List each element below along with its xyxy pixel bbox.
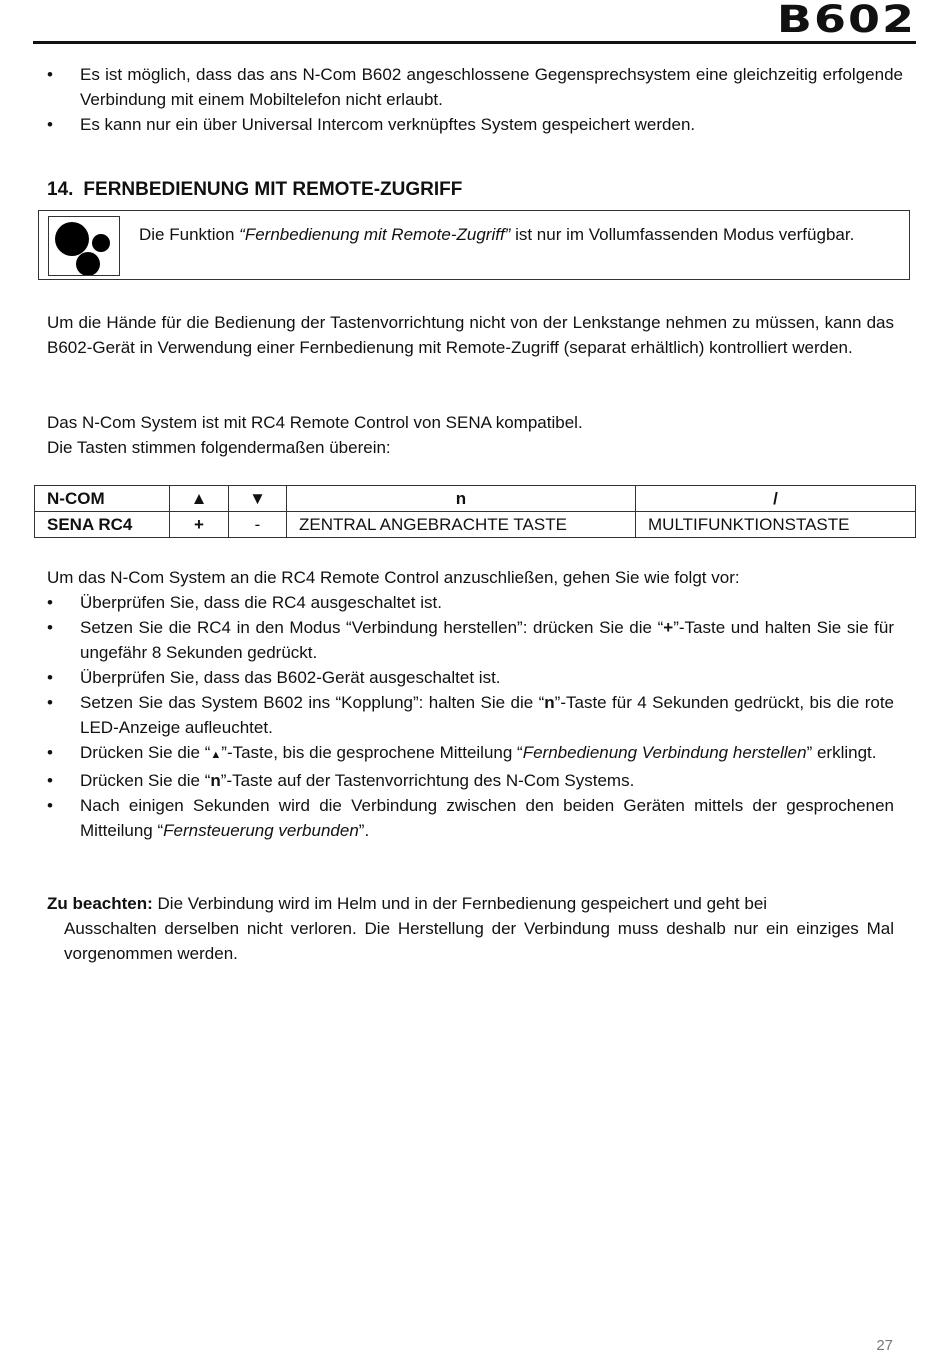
list-item: • Überprüfen Sie, dass die RC4 ausgeschaltet ist. [47, 590, 894, 615]
brand-logo: B602 [776, 0, 916, 41]
table-cell: ▼ [229, 486, 287, 512]
table-cell: N-COM [35, 486, 170, 512]
paragraph-compat: Das N-Com System ist mit RC4 Remote Control von SENA kompatibel. [47, 413, 583, 432]
table-row [35, 512, 916, 538]
connection-steps [47, 565, 894, 843]
table-cell: MULTIFUNKTIONSTASTE [636, 512, 916, 538]
table-row [35, 486, 916, 512]
important-note [47, 891, 894, 966]
page-number: 27 [876, 1337, 893, 1354]
mode-note-text [139, 222, 894, 247]
list-item: • Überprüfen Sie, dass das B602-Gerät ausgeschaltet ist. [47, 665, 894, 690]
section-number: 14. [47, 179, 74, 200]
steps-lead: Um das N-Com System an die RC4 Remote Control anzuschließen, gehen Sie wie folgt vor: [47, 568, 740, 587]
table-cell: SENA RC4 [35, 512, 170, 538]
table-cell: ZENTRAL ANGEBRACHTE TASTE [287, 512, 636, 538]
mode-note-box [38, 210, 910, 280]
intro-bullet-list [47, 62, 903, 137]
table-cell: + [170, 512, 229, 538]
note-label: Zu beachten: [47, 894, 153, 913]
list-item: • Nach einigen Sekunden wird die Verbindung zwischen den beiden Geräten mittels der gesprochenen Mitteilung “Fernsteuerung verbunden”. [47, 793, 894, 843]
button-mapping-table [34, 485, 916, 538]
section-title: FERNBEDIENUNG MIT REMOTE-ZUGRIFF [83, 179, 463, 200]
feature-name: “Fernbedienung mit Remote-Zugriff” [239, 225, 511, 244]
header-divider [33, 41, 916, 44]
list-item: • Setzen Sie das System B602 ins “Kopplung”: halten Sie die “n”-Taste für 4 Sekunden gedrückt, bis die rote LED-Anzeige aufleuchtet. [47, 690, 894, 740]
list-item: • Setzen Sie die RC4 in den Modus “Verbindung herstellen”: drücken Sie die “+”-Taste und halten Sie sie für ungefähr 8 Sekunden gedrückt. [47, 615, 894, 665]
list-item: • Drücken Sie die “▲”-Taste, bis die gesprochene Mitteilung “Fernbedienung Verbindung herstellen” erklingt. [47, 740, 894, 768]
table-cell: / [636, 486, 916, 512]
list-item: • Es kann nur ein über Universal Intercom verknüpftes System gespeichert werden. [47, 112, 903, 137]
note-suffix: ist nur im Vollumfassenden Modus verfügbar. [510, 225, 855, 244]
table-cell: n [287, 486, 636, 512]
table-cell: - [229, 512, 287, 538]
list-item: • Es ist möglich, dass das ans N-Com B602 angeschlossene Gegensprechsystem eine gleichzeitig erfolgende Verbindung mit einem Mobiltelefon nicht erlaubt. [47, 62, 903, 112]
steps-list [47, 590, 894, 843]
three-dots-mode-icon [48, 216, 120, 276]
note-prefix: Die Funktion [139, 225, 240, 244]
list-item: • Drücken Sie die “n”-Taste auf der Tastenvorrichtung des N-Com Systems. [47, 768, 894, 793]
section-heading [47, 176, 462, 204]
note-text: Die Verbindung wird im Helm und in der Fernbedienung gespeichert und geht bei [152, 894, 768, 913]
note-continuation: Ausschalten derselben nicht verloren. Die Herstellung der Verbindung muss deshalb nur ein einziges Mal vorgenommen werden. [64, 919, 894, 963]
paragraph-intro: Um die Hände für die Bedienung der Tastenvorrichtung nicht von der Lenkstange nehmen zu müssen, kann das B602-Gerät in Verwendung einer Fernbedienung mit Remote-Zugriff (separat erhältlich) kontrolliert werden. [47, 313, 894, 357]
table-cell: ▲ [170, 486, 229, 512]
paragraph-mapping-lead: Die Tasten stimmen folgendermaßen überein: [47, 438, 391, 457]
